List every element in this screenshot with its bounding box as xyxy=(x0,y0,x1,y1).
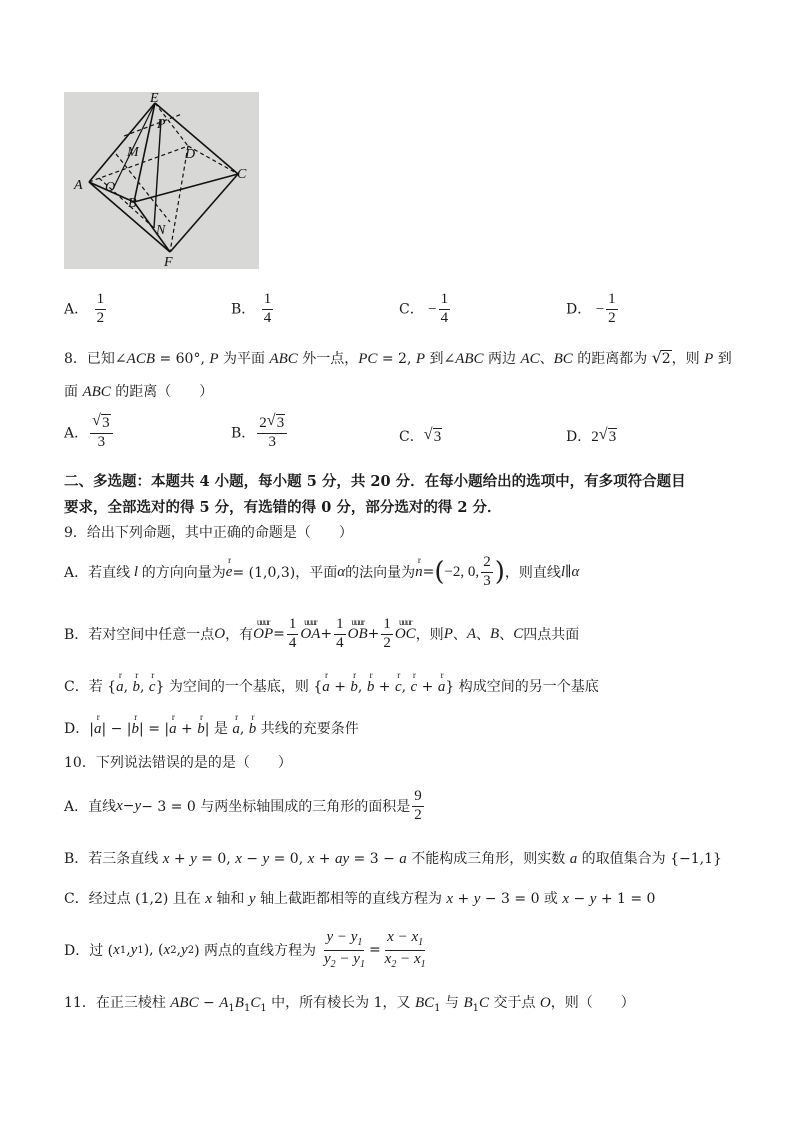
label-M: M xyxy=(127,145,139,160)
label-P: P xyxy=(157,117,166,132)
option-value: $\frac{1}{2}$ xyxy=(608,291,616,326)
q7-option-a[interactable] xyxy=(64,292,108,327)
geometry-figure xyxy=(64,92,259,269)
q7-option-d[interactable]: D． − $\frac{1}{2}$ xyxy=(566,291,616,326)
q8-option-d[interactable]: D．2 √ 3 xyxy=(566,426,617,445)
option-letter: B． xyxy=(231,301,256,318)
q7-option-c[interactable]: C． − $\frac{1}{4}$ xyxy=(399,291,449,326)
q8-line1: 8．已知∠ACB = 60°, P 为平面 ABC 外一点，PC = 2, P 到∠ABC 两边 AC、BC 的距离都为 √ 2，则 P 到 xyxy=(64,348,732,367)
label-F: F xyxy=(164,255,173,269)
option-letter: D． xyxy=(566,301,592,318)
label-B: B xyxy=(128,196,137,211)
q10-option-a[interactable]: A．直线 x − y − 3 = 0 与两坐标轴围成的三角形的面积是 $\frac{9}{2}$ xyxy=(64,787,422,823)
q8-option-b[interactable]: B． 2 √ 3 3 xyxy=(231,416,289,451)
label-C: C xyxy=(237,167,247,182)
option-value: $\frac{1}{4}$ xyxy=(263,291,272,326)
q10-option-c[interactable]: C．经过点 (1,2) 且在 x 轴和 y 轴上截距都相等的直线方程为 x + y − 3 = 0 或 x − y + 1 = 0 xyxy=(64,891,656,907)
label-N: N xyxy=(156,223,166,238)
option-value: $\frac{1}{4}$ xyxy=(440,291,449,326)
octahedron-diagram xyxy=(64,92,259,269)
option-letter: A． xyxy=(64,301,89,318)
q8-option-c[interactable]: C． √ 3 xyxy=(399,426,442,445)
label-D: D xyxy=(185,147,196,162)
q7-option-b[interactable] xyxy=(231,292,275,327)
option-value: $\frac{1}{2}$ xyxy=(96,291,105,326)
q10-stem: 10．下列说法错误的是的是（ ） xyxy=(64,755,292,771)
label-A: A xyxy=(74,178,83,193)
q9-option-c[interactable]: C．若 {a r , b r , c r } 为空间的一个基底，则 {a r + b r , b r + c r , c r + a r } 构成空间的另一个基底 xyxy=(64,670,599,695)
q9-option-a[interactable]: A．若直线 l 的方向向量为 e r = (1,0,3)，平面 α 的法向量为 n r = ( −2, 0, $\frac{2}{3}$ ) ，则直线 l ∥ α xyxy=(64,553,580,589)
label-E: E xyxy=(150,92,159,106)
section-heading-line2: 要求，全部选对的得 5 分，有选错的得 0 分，部分选对的得 2 分． xyxy=(64,499,502,516)
q10-option-d[interactable]: D．过 ( x 1 , y 1 ), ( x 2 , y 2 ) 两点的直线方程为 $\frac{y - y_1}{y_2 - y_1}$ = $\frac{x - x_1}{x_2 - x_1}$ xyxy=(64,929,426,970)
section-heading-line1: 二、多选题：本题共 4 小题，每小题 5 分，共 20 分．在每小题给出的选项中，有多项符合题目 xyxy=(64,473,686,490)
q9-option-b[interactable]: B．若对空间中任意一点 O ，有 OP uuur = $\frac{1}{4}$ OA uuur + $\frac{1}{4}$ OB uuur + $\frac{1}{2}$ OC uuur ，则 P 、 A 、 B 、 C 四点共面 xyxy=(64,615,580,651)
q8-line2: 面 ABC 的距离（ ） xyxy=(64,384,214,400)
q8-option-a[interactable]: A． √ 3 3 xyxy=(64,416,115,451)
q9-stem: 9．给出下列命题，其中正确的命题是（ ） xyxy=(64,525,353,541)
option-letter: C． xyxy=(399,301,424,318)
q11-stem: 11．在正三棱柱 ABC − $A_1B_1C_1$ 中，所有棱长为 1，又 $BC_1$ 与 $B_1C$ 交于点 O，则（ ） xyxy=(64,995,635,1014)
q9-option-d[interactable]: D．|a r | − |b r | = |a r + b r | 是 a r , b r 共线的充要条件 xyxy=(64,712,359,737)
label-Q: Q xyxy=(105,180,116,195)
q10-option-b[interactable]: B．若三条直线 x + y = 0, x − y = 0, x + ay = 3 − a 不能构成三角形，则实数 a 的取值集合为 {−1,1} xyxy=(64,851,722,867)
